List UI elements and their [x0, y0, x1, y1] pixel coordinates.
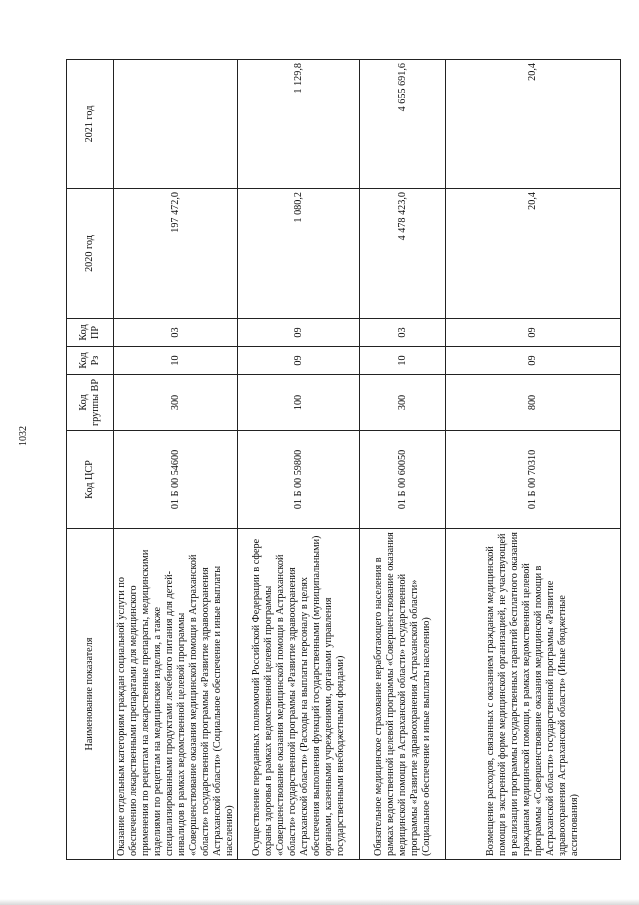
- row-vr: 300: [114, 375, 238, 431]
- row-2021: [114, 60, 238, 189]
- table-row: [114, 60, 238, 860]
- row-vr: 800: [446, 375, 621, 431]
- row-name: Обязательное медицинское страхование неработающего населения в рамках ведомственной целевой программы «Совершенствование оказания медицинской помощи в Астраханской области» государственной программы «Развитие здравоохранения Астраханской области» (Социальное обеспечение и иные выплаты населению): [360, 529, 446, 860]
- scan-edge-shadow: [0, 899, 639, 905]
- header-pr: Код ПР: [67, 319, 114, 347]
- row-2021: 4 655 691,6: [360, 60, 446, 189]
- row-csr: 01 Б 00 60050: [360, 431, 446, 529]
- row-csr: 01 Б 00 70310: [446, 431, 621, 529]
- header-vr: Код группы ВР: [67, 375, 114, 431]
- budget-table: [66, 59, 621, 860]
- row-2020: 4 478 423,0: [360, 189, 446, 319]
- row-2021: 1 129,8: [238, 60, 360, 189]
- rotated-table-container: [66, 60, 620, 860]
- row-rz: 09: [238, 347, 360, 375]
- header-csr: Код ЦСР: [67, 431, 114, 529]
- row-csr: 01 Б 00 59800: [238, 431, 360, 529]
- row-pr: 03: [114, 319, 238, 347]
- row-pr: 09: [446, 319, 621, 347]
- row-2020: 197 472,0: [114, 189, 238, 319]
- page-number: 1032: [18, 426, 29, 446]
- row-2020: 1 080,2: [238, 189, 360, 319]
- table-header-row: [67, 60, 114, 860]
- row-csr: 01 Б 00 54600: [114, 431, 238, 529]
- row-name: Возмещение расходов, связанных с оказанием гражданам медицинской помощи в экстренной форме медицинской организацией, не участвующей в реализации программы государственных гарантий бесплатного оказания гражданам медицинской помощи, в рамках ведомственной целевой программы «Совершенствование оказания медицинской помощи в Астраханской области» государственной программы «Развитие здравоохранения Астраханской области» (Иные бюджетные ассигнования): [446, 529, 621, 860]
- row-name: Осуществление переданных полномочий Российской Федерации в сфере охраны здоровья в рамках ведомственной целевой программы «Совершенствование оказания медицинской помощи в Астраханской области» государственной программы «Развитие здравоохранения Астраханской области» (Расходы на выплаты персоналу в целях обеспечения выполнения функций государственными (муниципальными) органами, казенными учреждениями, органами управления государственными внебюджетными фондами): [238, 529, 360, 860]
- header-rz: Код Рз: [67, 347, 114, 375]
- table-row: [446, 60, 621, 860]
- row-vr: 100: [238, 375, 360, 431]
- row-pr: 09: [238, 319, 360, 347]
- header-2020: 2020 год: [67, 189, 114, 319]
- header-name: Наименование показателя: [67, 529, 114, 860]
- row-2020: 20,4: [446, 189, 621, 319]
- table-row: [360, 60, 446, 860]
- header-2021: 2021 год: [67, 60, 114, 189]
- row-rz: 09: [446, 347, 621, 375]
- row-name: Оказание отдельным категориям граждан социальной услуги по обеспечению лекарственными препаратами для медицинского применения по рецептам на лекарственные препараты, медицинскими изделиями по рецептам на медицинские изделия, а также специализированными продуктами лечебного питания для детей-инвалидов в рамках ведомственной целевой программы «Совершенствование оказания медицинской помощи в Астраханской области» государственной программы «Развитие здравоохранения Астраханской области» (Социальное обеспечение и иные выплаты населению): [114, 529, 238, 860]
- row-vr: 300: [360, 375, 446, 431]
- row-pr: 03: [360, 319, 446, 347]
- table-row: [238, 60, 360, 860]
- row-rz: 10: [360, 347, 446, 375]
- row-rz: 10: [114, 347, 238, 375]
- row-2021: 20,4: [446, 60, 621, 189]
